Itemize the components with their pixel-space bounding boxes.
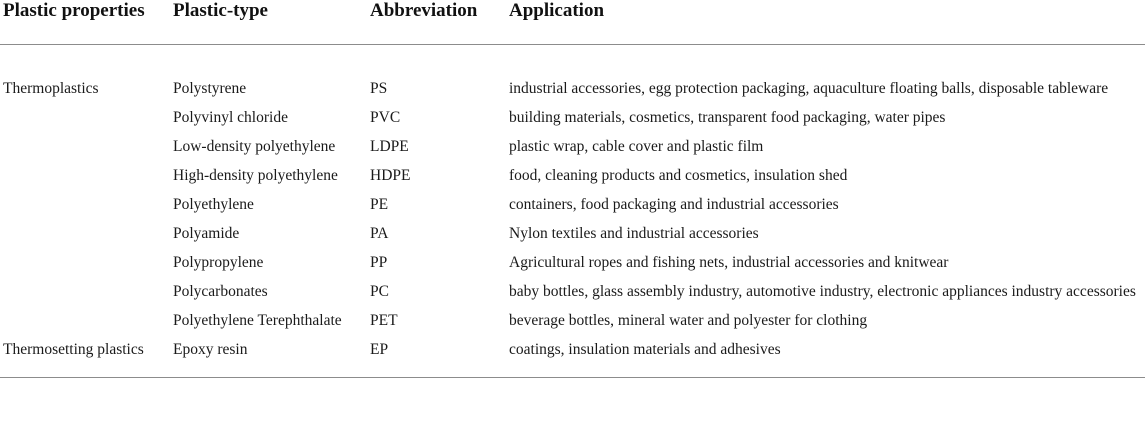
cell-abbreviation: PS (370, 80, 388, 97)
table-row (0, 340, 1145, 378)
cell-abbreviation: PP (370, 254, 388, 271)
cell-application: beverage bottles, mineral water and polyester for clothing (509, 312, 868, 329)
cell-properties: Thermoplastics (3, 80, 99, 97)
table-row (0, 224, 1145, 253)
header-plastic-properties: Plastic properties (0, 0, 173, 45)
cell-properties (0, 137, 173, 166)
cell-properties (0, 253, 173, 282)
cell-abbreviation: PA (370, 225, 389, 242)
table-row (0, 108, 1145, 137)
cell-type: Polyethylene Terephthalate (173, 312, 342, 329)
table-row (0, 45, 1145, 109)
cell-application: Nylon textiles and industrial accessories (509, 225, 759, 242)
header-application: Application (509, 0, 1145, 45)
cell-type: Polyvinyl chloride (173, 109, 288, 126)
cell-properties (0, 282, 173, 311)
cell-abbreviation: PC (370, 283, 389, 300)
table-body (0, 45, 1145, 378)
cell-application: containers, food packaging and industrial accessories (509, 196, 839, 213)
header-row (0, 0, 1145, 45)
cell-application: Agricultural ropes and fishing nets, industrial accessories and knitwear (509, 254, 949, 271)
cell-application: food, cleaning products and cosmetics, insulation shed (509, 167, 848, 184)
cell-properties (0, 108, 173, 137)
table-row (0, 166, 1145, 195)
cell-application: building materials, cosmetics, transparent food packaging, water pipes (509, 109, 946, 126)
cell-properties (0, 224, 173, 253)
table-row (0, 253, 1145, 282)
cell-application: coatings, insulation materials and adhesives (509, 340, 1145, 378)
cell-abbreviation: EP (370, 340, 509, 378)
cell-type: Polyamide (173, 225, 240, 242)
table-row (0, 195, 1145, 224)
cell-type: Epoxy resin (173, 340, 370, 378)
table-row (0, 282, 1145, 311)
table-header (0, 0, 1145, 45)
cell-abbreviation: PE (370, 196, 389, 213)
cell-type: Low-density polyethylene (173, 138, 336, 155)
cell-properties (0, 195, 173, 224)
cell-type: Polyethylene (173, 196, 254, 213)
cell-application: industrial accessories, egg protection packaging, aquaculture floating balls, disposable tableware (509, 80, 1109, 97)
cell-type: High-density polyethylene (173, 167, 338, 184)
cell-properties (0, 311, 173, 340)
cell-type: Polycarbonates (173, 283, 268, 300)
cell-type: Polypropylene (173, 254, 264, 271)
cell-application: plastic wrap, cable cover and plastic film (509, 138, 764, 155)
cell-abbreviation: HDPE (370, 167, 411, 184)
table-row (0, 311, 1145, 340)
cell-abbreviation: LDPE (370, 138, 409, 155)
cell-abbreviation: PVC (370, 109, 401, 126)
table-row (0, 137, 1145, 166)
cell-properties: Thermosetting plastics (0, 340, 173, 378)
header-plastic-type: Plastic-type (173, 0, 370, 45)
cell-properties (0, 166, 173, 195)
cell-application: baby bottles, glass assembly industry, automotive industry, electronic appliances industry accessories (509, 283, 1136, 300)
header-abbreviation: Abbreviation (370, 0, 509, 45)
cell-abbreviation: PET (370, 312, 398, 329)
cell-type: Polystyrene (173, 80, 247, 97)
